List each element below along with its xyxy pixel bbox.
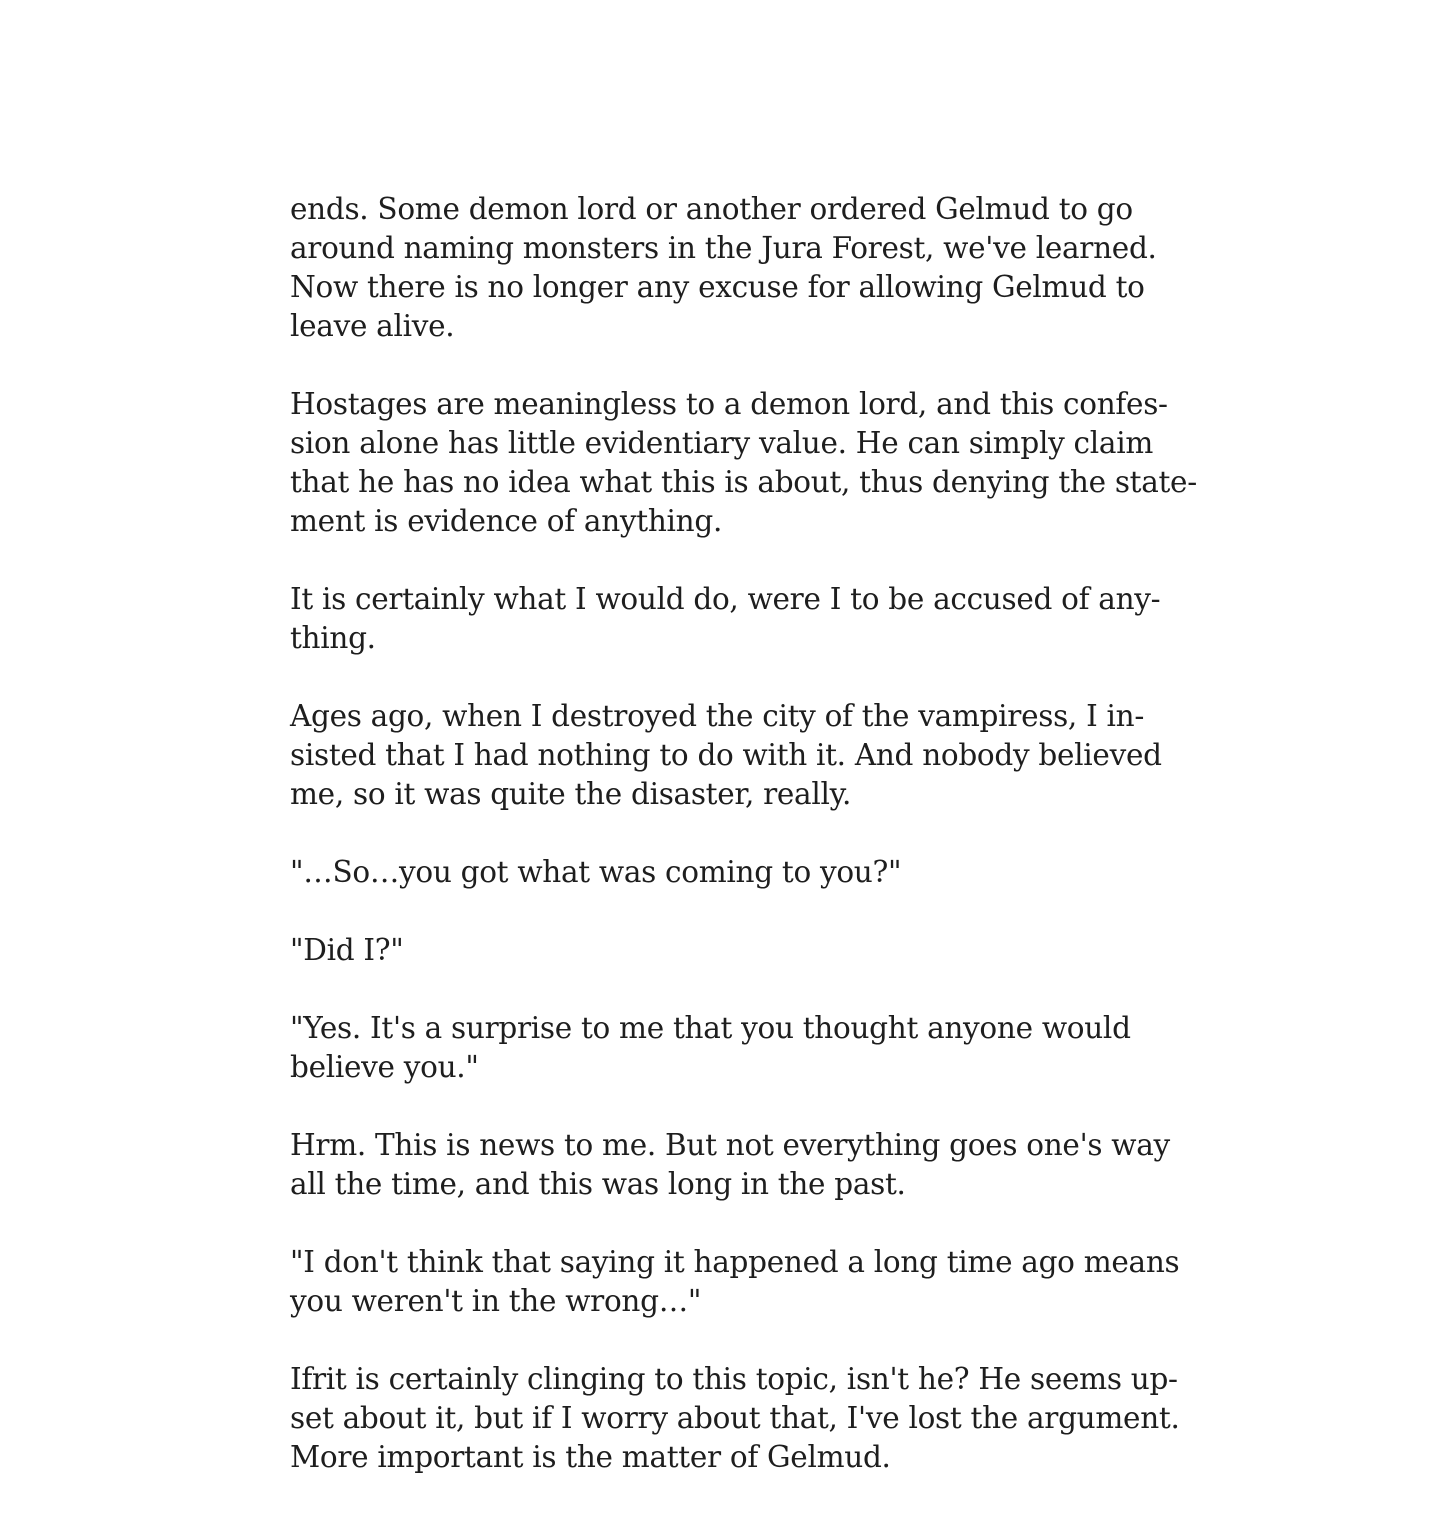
text-line: sisted that I had nothing to do with it. And nobody believed bbox=[290, 738, 1162, 772]
paragraph bbox=[290, 1126, 1170, 1204]
text-line: sion alone has little evidentiary value. He can simply claim bbox=[290, 426, 1154, 460]
text-line: ends. Some demon lord or another ordered Gelmud to go bbox=[290, 192, 1133, 226]
text-line: leave alive. bbox=[290, 309, 455, 343]
paragraph bbox=[290, 697, 1162, 814]
text-line: set about it, but if I worry about that, I've lost the argument. bbox=[290, 1401, 1180, 1435]
text-line: that he has no idea what this is about, thus denying the state- bbox=[290, 465, 1197, 499]
text-line: me, so it was quite the disaster, really. bbox=[290, 777, 852, 811]
text-line: "Yes. It's a surprise to me that you thought anyone would bbox=[290, 1011, 1131, 1045]
text-line: More important is the matter of Gelmud. bbox=[290, 1440, 891, 1474]
text-line: ment is evidence of anything. bbox=[290, 504, 723, 538]
text-line: around naming monsters in the Jura Forest, we've learned. bbox=[290, 231, 1157, 265]
text-line: all the time, and this was long in the past. bbox=[290, 1167, 906, 1201]
paragraph bbox=[290, 385, 1197, 541]
text-line: "I don't think that saying it happened a long time ago means bbox=[290, 1245, 1180, 1279]
paragraph bbox=[290, 1360, 1180, 1477]
paragraph bbox=[290, 1009, 1150, 1087]
text-line: Ages ago, when I destroyed the city of the vampiress, I in- bbox=[290, 699, 1145, 733]
text-line: Hrm. This is news to me. But not everything goes one's way bbox=[290, 1128, 1170, 1162]
text-line: you weren't in the wrong…" bbox=[290, 1284, 702, 1318]
text-line: It is certainly what I would do, were I to be accused of any- bbox=[290, 582, 1161, 616]
paragraph bbox=[290, 190, 1157, 346]
paragraph bbox=[290, 1243, 1180, 1321]
text-line: Now there is no longer any excuse for allowing Gelmud to bbox=[290, 270, 1145, 304]
body-text bbox=[290, 190, 1197, 1516]
text-line: believe you." bbox=[290, 1050, 479, 1084]
text-line: thing. bbox=[290, 621, 376, 655]
text-line: "Did I?" bbox=[290, 933, 404, 967]
text-line: Ifrit is certainly clinging to this topic, isn't he? He seems up- bbox=[290, 1362, 1178, 1396]
text-line: Hostages are meaningless to a demon lord, and this confes- bbox=[290, 387, 1168, 421]
paragraph bbox=[290, 580, 1161, 658]
text-line: "…So…you got what was coming to you?" bbox=[290, 855, 902, 889]
paragraph bbox=[290, 853, 1150, 892]
paragraph bbox=[290, 931, 1150, 970]
